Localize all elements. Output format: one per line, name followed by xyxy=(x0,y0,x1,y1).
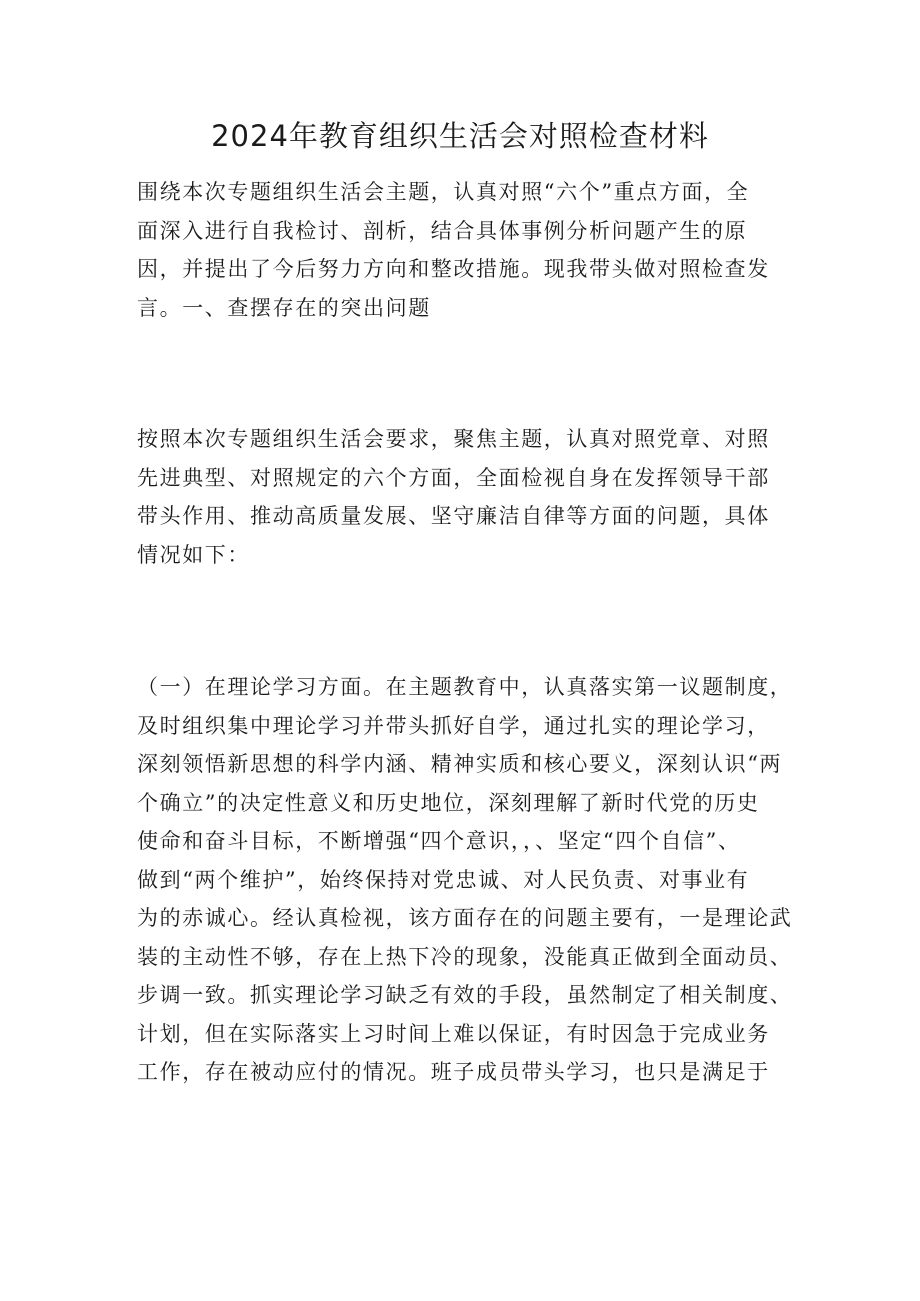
paragraph-line: 围绕本次专题组织生活会主题，认真对照“六个”重点方面，全 xyxy=(137,180,750,204)
paragraph-line: 步调一致。抓实理论学习缺乏有效的手段，虽然制定了相关制度、 xyxy=(137,983,793,1007)
paragraph-theory-study xyxy=(137,668,793,1092)
paragraph-line: （一）在理论学习方面。在主题教育中，认真落实第一议题制度， xyxy=(137,675,793,699)
paragraph-line: 为的赤诚心。经认真检视，该方面存在的问题主要有，一是理论武 xyxy=(137,906,793,930)
paragraph-line: 因，并提出了今后努力方向和整改措施。现我带头做对照检查发 xyxy=(137,257,770,281)
paragraph-line: 带头作用、推动高质量发展、坚守廉洁自律等方面的问题，具体 xyxy=(137,504,770,528)
paragraph-line: 装的主动性不够，存在上热下冷的现象，没能真正做到全面动员、 xyxy=(137,944,793,969)
paragraph-line: 面深入进行自我检讨、剖析，结合具体事例分析问题产生的原 xyxy=(137,218,748,243)
paragraph-line: 及时组织集中理论学习并带头抓好自学，通过扎实的理论学习， xyxy=(137,713,770,738)
document-title: 2024年教育组织生活会对照检查材料 xyxy=(211,119,709,153)
paragraph-line: 工作，存在被动应付的情况。班子成员带头学习，也只是满足于 xyxy=(137,1060,770,1084)
paragraph-line: 做到“两个维护”，始终保持对党忠诚、对人民负责、对事业有 xyxy=(137,867,750,892)
paragraph-line: 情况如下： xyxy=(137,542,250,567)
paragraph-line: 深刻领悟新思想的科学内涵、精神实质和核心要义，深刻认识“两 xyxy=(137,752,783,776)
paragraph-line: 使命和奋斗目标，不断增强“四个意识，，、坚定“四个自信”、 xyxy=(137,829,741,853)
paragraph-intro xyxy=(137,173,787,327)
paragraph-line: 个确立”的决定性意义和历史地位，深刻理解了新时代党的历史 xyxy=(137,790,760,815)
paragraph-line: 言。一、查摆存在的突出问题 xyxy=(137,295,431,320)
paragraph-overview xyxy=(137,420,787,574)
paragraph-line: 先进典型、对照规定的六个方面，全面检视自身在发挥领导干部 xyxy=(137,465,770,490)
paragraph-line: 按照本次专题组织生活会要求，聚焦主题，认真对照党章、对照 xyxy=(137,427,770,451)
paragraph-line: 计划，但在实际落实上习时间上难以保证，有时因急于完成业务 xyxy=(137,1021,770,1046)
